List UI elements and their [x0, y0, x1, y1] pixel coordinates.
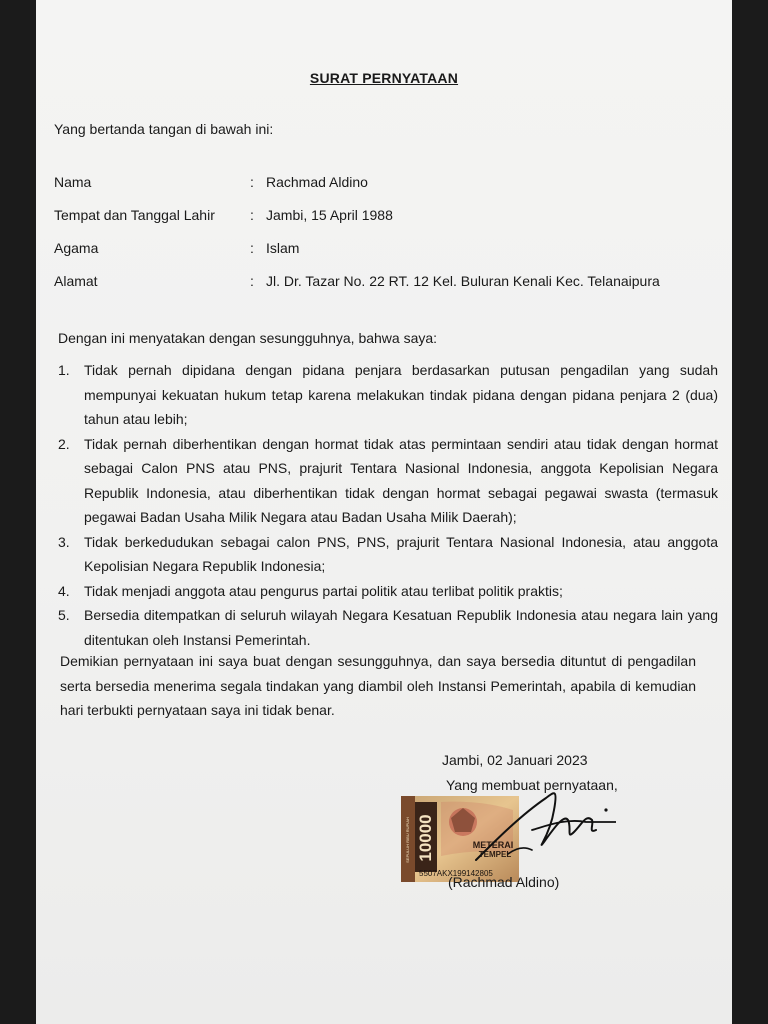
document-title: SURAT PERNYATAAN [309, 70, 459, 86]
list-item [54, 530, 718, 579]
signature-dot [604, 808, 607, 811]
identity-value: Rachmad Aldino [266, 174, 368, 190]
identity-label: Nama [54, 174, 92, 190]
signature-hook [508, 848, 532, 854]
statement-list [54, 358, 718, 652]
document-page [36, 0, 732, 1024]
statement-text: Tidak berkedudukan sebagai calon PNS, PNS, prajurit Tentara Nasional Indonesia, atau anggota Kepolisian Negara Republik Indonesia; [84, 533, 718, 574]
identity-colon: : [250, 273, 254, 289]
identity-colon: : [250, 240, 254, 256]
list-number: 4. [58, 582, 70, 599]
list-item [54, 603, 718, 652]
list-item [54, 358, 718, 432]
list-number: 1. [58, 362, 70, 378]
statement-text: Tidak pernah dipidana dengan pidana penjara berdasarkan putusan pengadilan yang sudah mempunyai kekuatan hukum tetap karena melakukan tindak pidana dengan pidana penjara 2 (dua) tahun atau lebih; [84, 362, 718, 427]
list-item [54, 432, 718, 530]
list-item [54, 579, 718, 604]
identity-label: Agama [54, 240, 99, 256]
statement-text: Bersedia ditempatkan di seluruh wilayah Negara Kesatuan Republik Indonesia atau negara lain yang ditentukan oleh Instansi Pemerintah. [84, 607, 718, 648]
signature-place-date: Jambi, 02 Januari 2023 [442, 752, 588, 768]
identity-colon: : [250, 174, 254, 190]
stamp-amount: 10000 [416, 814, 435, 862]
handwritten-signature [436, 780, 616, 880]
identity-value: Jambi, 15 April 1988 [266, 207, 393, 223]
list-number: 5. [58, 607, 70, 623]
signatory-name: (Rachmad Aldino) [448, 874, 560, 890]
identity-label: Tempat dan Tanggal Lahir [54, 207, 215, 223]
statement-text: Tidak menjadi anggota atau pengurus partai politik atau terlibat politik praktis; [84, 582, 563, 599]
identity-label: Alamat [54, 273, 98, 289]
stamp-serial: 5507AKX199142805 [419, 869, 493, 878]
stamp-label-1: METERAI [472, 840, 514, 850]
signature-stroke [476, 793, 596, 860]
list-number: 2. [58, 435, 70, 452]
signature-role: Yang membuat pernyataan, [446, 777, 618, 793]
intro-text: Yang bertanda tangan di bawah ini: [54, 121, 274, 137]
stamp-label-2: TEMPEL [478, 850, 512, 859]
identity-value: Jl. Dr. Tazar No. 22 RT. 12 Kel. Buluran Kenali Kec. Telanaipura [266, 273, 660, 289]
statement-text: Tidak pernah diberhentikan dengan hormat tidak atas permintaan sendiri atau tidak dengan hormat sebagai Calon PNS atau PNS, prajurit Tentara Nasional Indonesia, anggota Kepolisian Negara Republik Indonesia, atau diberhentikan tidak dengan hormat sebagai pegawai swasta (termasuk pegawai Badan Usaha Milik Negara atau Badan Usaha Milik Daerah); [84, 435, 718, 525]
closing-paragraph: Demikian pernyataan ini saya buat dengan sesungguhnya, dan saya bersedia dituntut di pengadilan serta bersedia menerima segala tindakan yang diambil oleh Instansi Pemerintah, apabila di kemudian hari terbukti pernyataan saya ini tidak benar. [60, 653, 696, 718]
identity-colon: : [250, 207, 254, 223]
signature-underline [532, 821, 616, 830]
stamp-side-text: SEPULUH RIBU RUPIAH [405, 817, 410, 863]
list-number: 3. [58, 533, 70, 550]
identity-value: Islam [266, 240, 300, 256]
declaration-intro: Dengan ini menyatakan dengan sesungguhnya, bahwa saya: [58, 330, 438, 346]
